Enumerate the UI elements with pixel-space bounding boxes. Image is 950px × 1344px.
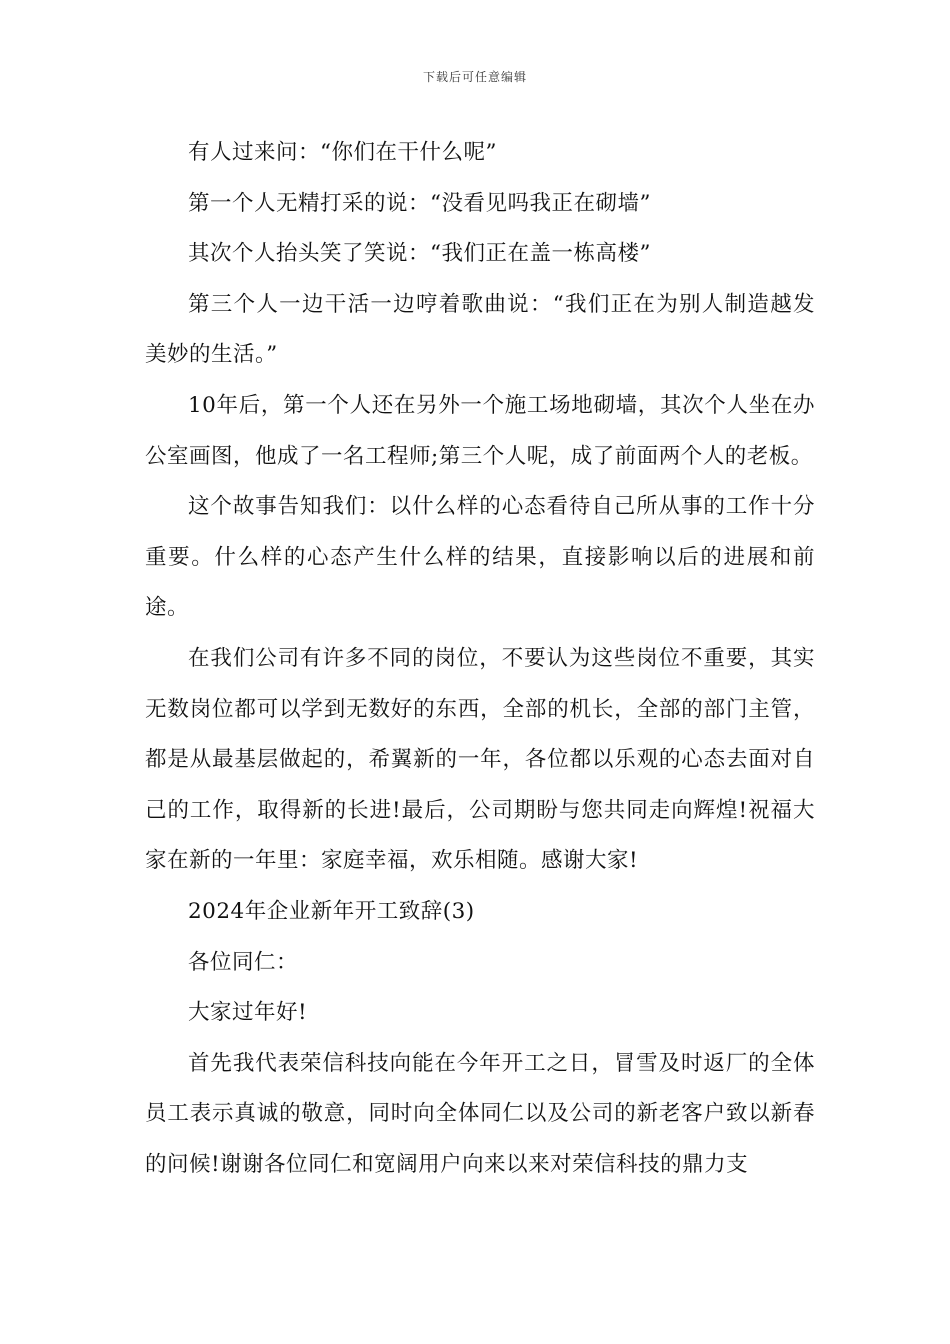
salutation: 各位同仁：	[188, 949, 299, 975]
paragraph-third-person: 第三个人一边干活一边哼着歌曲说：“我们正在为别人制造越发美妙的生活。”	[145, 291, 815, 368]
body-text	[145, 128, 815, 1190]
paragraph-second-person: 其次个人抬头笑了笑说：“我们正在盖一栋高楼”	[188, 241, 651, 267]
paragraph-ten-years-later: 10年后，第一个人还在另外一个施工场地砌墙，其次个人坐在办公室画图，他成了一名工程师;第三个人呢，成了前面两个人的老板。	[145, 392, 815, 469]
paragraph-company-positions: 在我们公司有许多不同的岗位，不要认为这些岗位不重要，其实无数岗位都可以学到无数好的东西，全部的机长，全部的部门主管，都是从最基层做起的，希翼新的一年，各位都以乐观的心态去面对自己的工作，取得新的长进!最后，公司期盼与您共同走向辉煌!祝福大家在新的一年里：家庭幸福，欢乐相随。感谢大家!	[145, 645, 815, 874]
paragraph-first-person: 第一个人无精打采的说：“没看见吗我正在砌墙”	[188, 190, 651, 216]
greeting: 大家过年好!	[188, 1000, 308, 1026]
paragraph-story-moral: 这个故事告知我们：以什么样的心态看待自己所从事的工作十分重要。什么样的心态产生什么样的结果，直接影响以后的进展和前途。	[145, 494, 815, 621]
header-note: 下载后可任意编辑	[422, 70, 527, 84]
paragraph-question: 有人过来问：“你们在干什么呢”	[188, 140, 497, 165]
section-title: 2024年企业新年开工致辞(3)	[188, 898, 475, 924]
paragraph-opening-remarks: 首先我代表荣信科技向能在今年开工之日，冒雪及时返厂的全体员工表示真诚的敬意，同时向全体同仁以及公司的新老客户致以新春的问候!谢谢各位同仁和宽阔用户向来以来对荣信科技的鼎力支	[145, 1050, 815, 1177]
